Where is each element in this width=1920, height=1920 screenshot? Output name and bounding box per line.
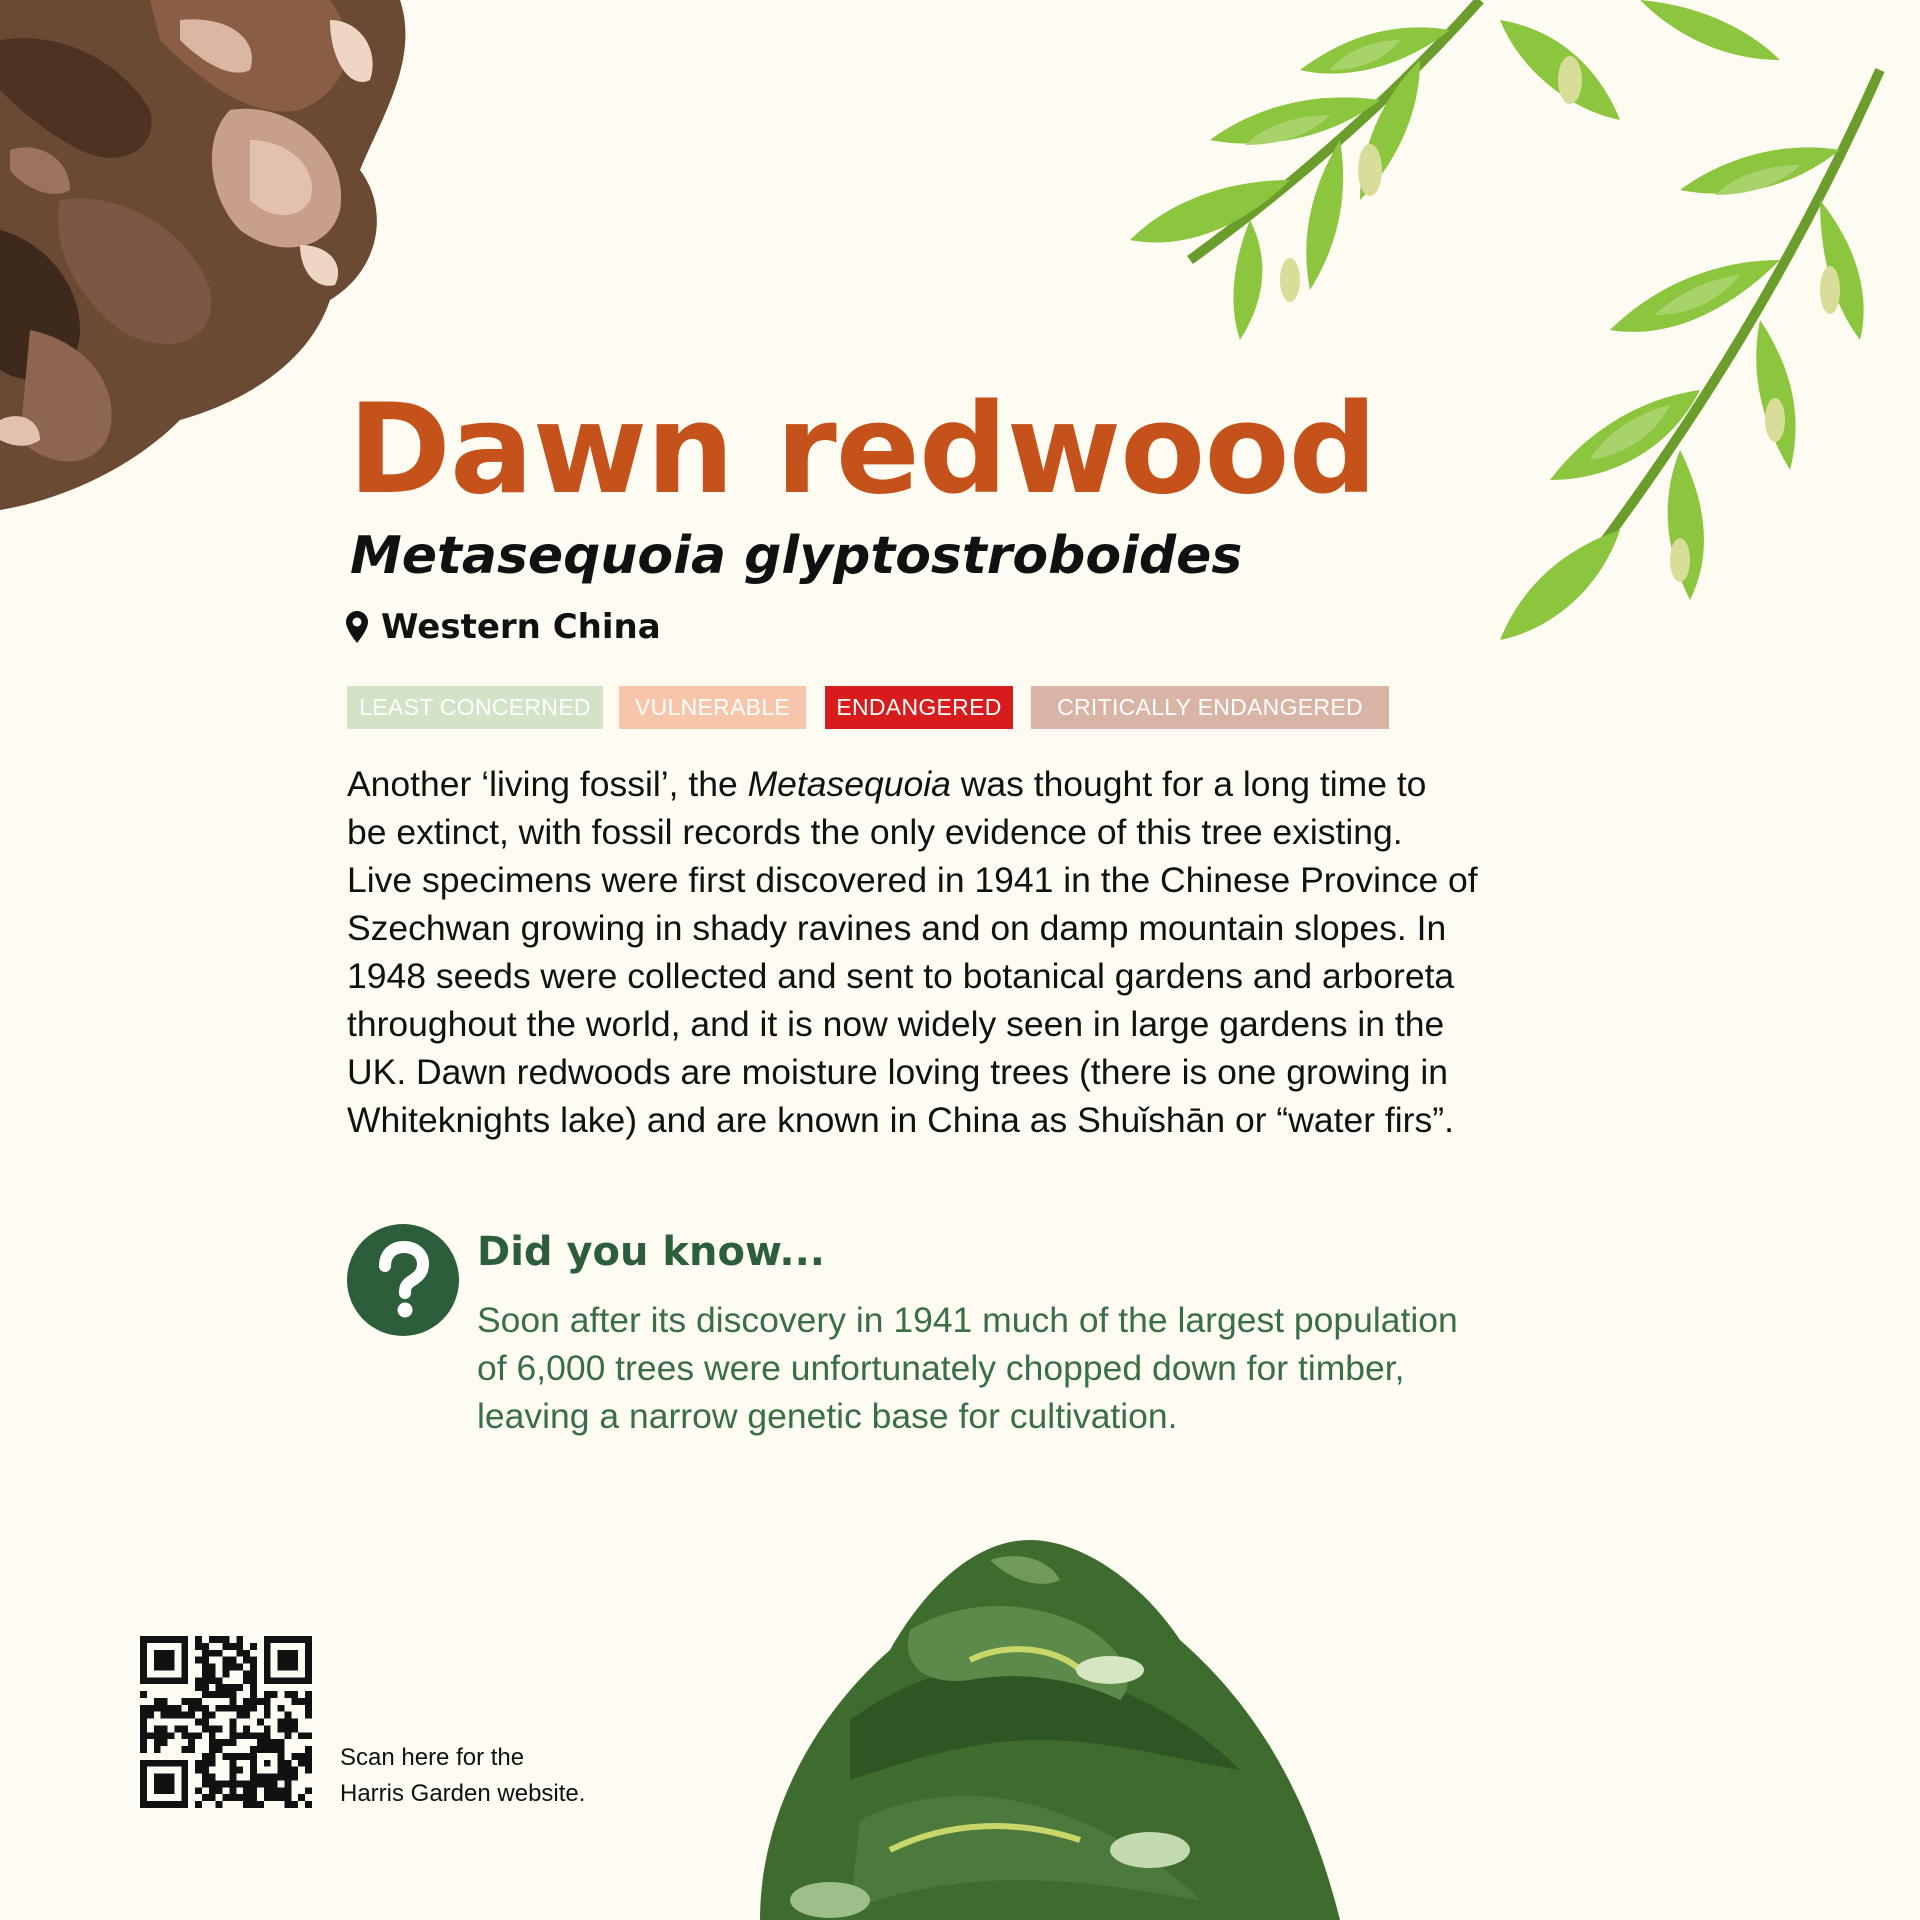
qr-caption-line: Scan here for the [340,1744,525,1771]
qr-caption [340,1740,585,1812]
description-line: be extinct, with fossil records the only evidence of this tree existing. [347,812,1403,852]
did-you-know-line: of 6,000 trees were unfortunately chopped down for timber, [477,1348,1405,1388]
question-mark-icon [347,1224,459,1336]
did-you-know-line: leaving a narrow genetic base for cultivation. [477,1396,1178,1436]
genus-italic: Metasequoia [747,764,951,804]
status-vulnerable: VULNERABLE [619,686,806,729]
description-line: Szechwan growing in shady ravines and on damp mountain slopes. In [347,908,1447,948]
status-critically-endangered: CRITICALLY ENDANGERED [1031,686,1389,729]
status-least-concerned: LEAST CONCERNED [347,686,603,729]
map-pin-icon [345,610,369,644]
description [347,760,1607,1144]
description-line: throughout the world, and it is now widely seen in large gardens in the [347,1004,1445,1044]
page-title: Dawn redwood [348,378,1377,522]
origin-location [345,607,661,647]
status-endangered: ENDANGERED [825,686,1013,729]
latin-name: Metasequoia glyptostroboides [350,526,1243,586]
did-you-know-heading: Did you know... [477,1229,825,1275]
description-line: Live specimens were first discovered in 1941 in the Chinese Province of [347,860,1478,900]
origin-text: Western China [381,607,661,647]
did-you-know-body [477,1296,1597,1440]
description-line: Whiteknights lake) and are known in China as Shuǐshān or “water firs”. [347,1100,1454,1140]
did-you-know-line: Soon after its discovery in 1941 much of the largest population [477,1300,1458,1340]
green-cone-illustration [720,1520,1380,1920]
description-line: UK. Dawn redwoods are moisture loving trees (there is one growing in [347,1052,1449,1092]
qr-caption-line: Harris Garden website. [340,1780,586,1807]
description-line: Another ‘living fossil’, the Metasequoia was thought for a long time to [347,764,1427,804]
fern-foliage-illustration [1040,0,1920,700]
qr-code-icon[interactable] [140,1636,312,1808]
description-line: 1948 seeds were collected and sent to botanical gardens and arboreta [347,956,1455,996]
